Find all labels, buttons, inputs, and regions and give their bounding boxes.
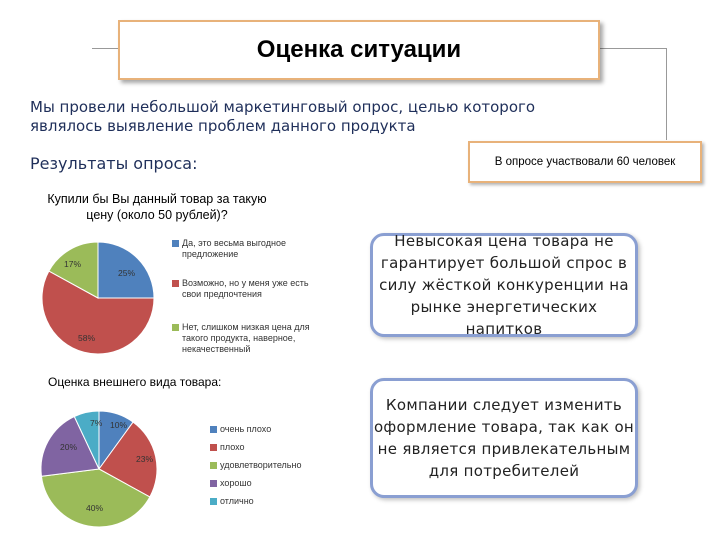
chart2-legend-item bbox=[210, 460, 330, 471]
chart1-slice-label: 25% bbox=[118, 268, 136, 278]
chart1-legend-item bbox=[172, 278, 312, 300]
connector-line bbox=[596, 48, 666, 49]
participants-text: В опросе участвовали 60 человек bbox=[494, 156, 676, 168]
chart2-slice-label: 20% bbox=[60, 442, 78, 452]
slide-title: Оценка ситуации bbox=[256, 36, 462, 63]
legend-swatch bbox=[210, 444, 217, 451]
chart1-pie bbox=[40, 240, 160, 360]
legend-swatch bbox=[210, 426, 217, 433]
chart2-slice-label: 10% bbox=[110, 420, 128, 430]
chart2-legend-item bbox=[210, 442, 330, 453]
chart1-title-line: цену (около 50 рублей)? bbox=[86, 208, 228, 222]
chart2-slice-label: 7% bbox=[90, 418, 103, 428]
conclusion-note bbox=[370, 378, 638, 498]
connector-line bbox=[666, 48, 667, 140]
legend-label: Возможно, но у меня уже есть свои предпочтения bbox=[182, 278, 309, 299]
conclusion-text: Невысокая цена товара не гарантирует большой спрос в силу жёсткой конкуренции на рынке энергетических напитков bbox=[379, 232, 629, 338]
legend-swatch bbox=[172, 240, 179, 247]
chart2-legend-item bbox=[210, 424, 330, 435]
chart1-legend-item bbox=[172, 322, 312, 355]
legend-label: удовлетворительно bbox=[220, 460, 302, 470]
intro-text bbox=[30, 98, 590, 136]
intro-line: являлось выявление проблем данного продукта bbox=[30, 117, 416, 135]
chart2-slice-label: 23% bbox=[136, 454, 154, 464]
chart2-slice-label: 40% bbox=[86, 503, 104, 513]
legend-swatch bbox=[172, 324, 179, 331]
chart2-legend-item bbox=[210, 478, 330, 489]
legend-swatch bbox=[210, 498, 217, 505]
legend-label: Да, это весьма выгодное предложение bbox=[182, 238, 286, 259]
legend-swatch bbox=[172, 280, 179, 287]
legend-label: хорошо bbox=[220, 478, 252, 488]
legend-label: Нет, слишком низкая цена для такого продукта, наверное, некачественный bbox=[182, 322, 310, 354]
legend-label: отлично bbox=[220, 496, 254, 506]
results-heading: Результаты опроса: bbox=[30, 154, 198, 173]
chart1-legend-item bbox=[172, 238, 312, 260]
legend-swatch bbox=[210, 480, 217, 487]
conclusion-note bbox=[370, 233, 638, 337]
legend-swatch bbox=[210, 462, 217, 469]
chart1-title bbox=[22, 191, 292, 223]
chart2-legend-item bbox=[210, 496, 330, 507]
conclusion-text: Компании следует изменить оформление товара, так как он не является привлекательным для потребителей bbox=[373, 396, 635, 480]
intro-line: Мы провели небольшой маркетинговый опрос, целью которого bbox=[30, 98, 536, 116]
legend-label: плохо bbox=[220, 442, 245, 452]
participants-box bbox=[468, 141, 702, 183]
legend-label: очень плохо bbox=[220, 424, 272, 434]
connector-line bbox=[92, 48, 120, 49]
chart1-slice-label: 17% bbox=[64, 259, 82, 269]
chart2-title: Оценка внешнего вида товара: bbox=[48, 375, 222, 389]
chart1-title-line: Купили бы Вы данный товар за такую bbox=[47, 192, 267, 206]
chart1-legend bbox=[172, 238, 312, 355]
chart1-slice-label: 58% bbox=[78, 333, 96, 343]
title-box bbox=[118, 20, 600, 80]
chart2-legend bbox=[210, 424, 330, 507]
